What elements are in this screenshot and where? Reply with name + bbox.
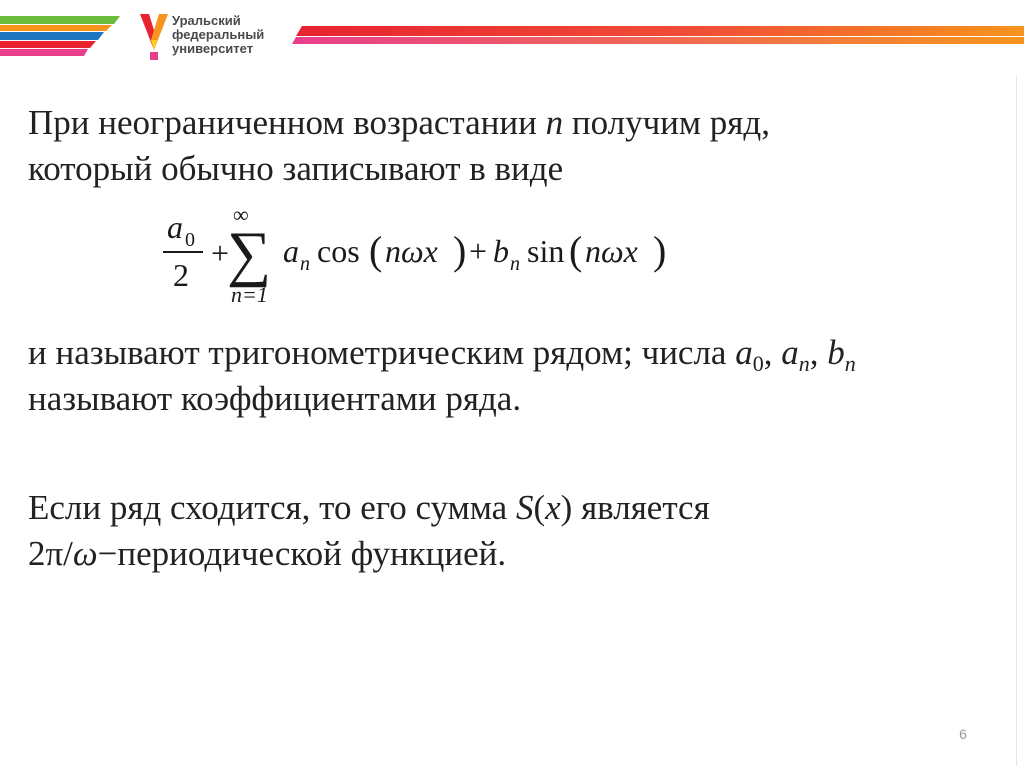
definition-text: и называют тригонометрическим рядом; числа	[28, 333, 736, 372]
term2-paren-close: )	[653, 228, 667, 273]
sigma-icon: ∑	[227, 220, 272, 288]
intro-text-start: При неограниченном возрастании	[28, 103, 546, 142]
intro-line-1	[28, 100, 988, 146]
variable-n: n	[545, 103, 564, 142]
term2-fn: sin	[527, 233, 565, 269]
paragraph-convergence	[28, 485, 988, 577]
logo-line-1: Уральский	[172, 13, 241, 28]
period-prefix: 2π/	[28, 534, 73, 573]
slide-frame-edge	[1016, 76, 1017, 766]
separator-2: ,	[809, 333, 828, 372]
stripe-red-right	[296, 26, 1024, 36]
term1-paren-close: )	[453, 228, 467, 273]
stripe-green	[0, 16, 120, 24]
frac-denominator: 2	[173, 257, 189, 293]
paragraph-intro	[28, 100, 988, 192]
coef-an: a	[781, 333, 799, 372]
definition-line-2: называют коэффициентами ряда.	[28, 379, 522, 418]
frac-numerator-sub: 0	[185, 229, 195, 251]
periodic-function-text: −периодической функцией.	[97, 534, 507, 573]
variable-x: x	[545, 488, 561, 527]
frac-numerator-a: a	[167, 209, 183, 245]
intro-text-end: получим ряд,	[563, 103, 770, 142]
paragraph-definition	[28, 330, 988, 422]
page-number: 6	[959, 726, 967, 742]
coef-bn: b	[827, 333, 845, 372]
stripe-orange	[0, 25, 112, 31]
term2-sub: n	[510, 253, 520, 275]
coef-a0: a	[735, 333, 753, 372]
definition-line-1	[28, 330, 988, 376]
term2-arg: nωx	[585, 233, 638, 269]
term1-paren-open: (	[369, 228, 383, 273]
term1-fn: cos	[317, 233, 360, 269]
plus-sign-2: +	[469, 233, 488, 269]
university-name	[172, 14, 264, 56]
stripe-red-left	[0, 41, 96, 48]
stripe-blue	[0, 32, 104, 40]
coef-a0-sub: 0	[752, 351, 764, 376]
stripe-pink-left	[0, 49, 88, 56]
term1-sub: n	[300, 253, 310, 275]
plus-sign: +	[211, 235, 230, 271]
fourier-series-formula	[155, 196, 715, 312]
coef-bn-sub: n	[844, 351, 856, 376]
sum-lower-limit: n=1	[231, 282, 268, 307]
omega-symbol: ω	[72, 534, 98, 573]
term1-coef: a	[283, 233, 299, 269]
sum-upper-limit: ∞	[233, 202, 249, 227]
term1-arg: nωx	[385, 233, 438, 269]
logo-line-3: университет	[172, 41, 254, 56]
convergence-text-end: является	[572, 488, 710, 527]
paren-open: (	[533, 488, 546, 527]
university-logo-icon	[140, 14, 168, 60]
sum-S: S	[515, 488, 534, 527]
convergence-line-2	[28, 531, 988, 577]
intro-line-2: который обычно записывают в виде	[28, 149, 564, 188]
convergence-line-1	[28, 485, 988, 531]
coef-an-sub: n	[798, 351, 810, 376]
term2-paren-open: (	[569, 228, 583, 273]
logo-line-2: федеральный	[172, 27, 265, 42]
term2-coef: b	[493, 233, 509, 269]
paren-close: )	[560, 488, 573, 527]
stripe-pink-right	[292, 37, 1024, 44]
separator-1: ,	[763, 333, 782, 372]
convergence-text-start: Если ряд сходится, то его сумма	[28, 488, 516, 527]
